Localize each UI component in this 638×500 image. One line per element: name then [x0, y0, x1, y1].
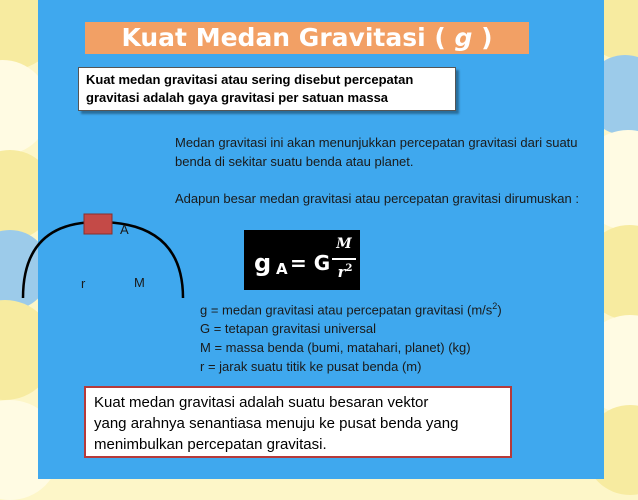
formula-numerator: M [336, 236, 352, 252]
label-a: A [120, 222, 129, 237]
label-r: r [81, 276, 86, 291]
title-prefix: Kuat Medan Gravitasi ( [121, 23, 455, 52]
slide-title [85, 22, 529, 54]
label-m: M [134, 275, 145, 290]
conclusion-box [84, 386, 512, 458]
variable-legend [200, 297, 600, 376]
legend-item-r: r = jarak suatu titik ke pusat benda (m) [200, 359, 422, 375]
formula-g: g [254, 249, 272, 277]
point-a-block [84, 214, 112, 234]
conclusion-line: Kuat medan gravitasi adalah suatu besaran vektor [94, 394, 429, 411]
conclusion-line: yang arahnya senantiasa menuju ke pusat benda yang [94, 415, 459, 432]
definition-box [78, 67, 456, 111]
legend-text: ) [497, 302, 502, 318]
definition-line: Kuat medan gravitasi atau sering disebut percepatan [86, 72, 414, 87]
legend-item-g [200, 297, 600, 319]
conclusion-line: menimbulkan percepatan gravitasi. [94, 436, 327, 453]
formula-denominator [331, 263, 359, 281]
formula-power: 2 [345, 263, 353, 274]
legend-power: 2 [492, 301, 498, 311]
planet-diagram [18, 210, 198, 300]
formula-intro-paragraph: Adapun besar medan gravitasi atau percepatan gravitasi dirumuskan : [175, 191, 579, 206]
legend-text: g = medan gravitasi atau percepatan gravitasi (m/s [200, 302, 493, 318]
definition-line: gravitasi adalah gaya gravitasi per satuan massa [86, 90, 389, 105]
legend-item-G: G = tetapan gravitasi universal [200, 321, 376, 337]
formula-r: r [337, 263, 346, 281]
explanation-paragraph: Medan gravitasi ini akan menunjukkan percepatan gravitasi dari suatu benda di sekitar suatu benda atau planet. [175, 135, 578, 169]
gravity-formula [244, 230, 360, 290]
formula-equals-g: = G [290, 251, 331, 275]
formula-subscript: A [276, 260, 288, 278]
title-suffix: ) [472, 23, 493, 52]
fraction-bar [332, 258, 356, 260]
title-symbol: g [454, 23, 473, 52]
legend-item-M: M = massa benda (bumi, matahari, planet) (kg) [200, 340, 471, 356]
